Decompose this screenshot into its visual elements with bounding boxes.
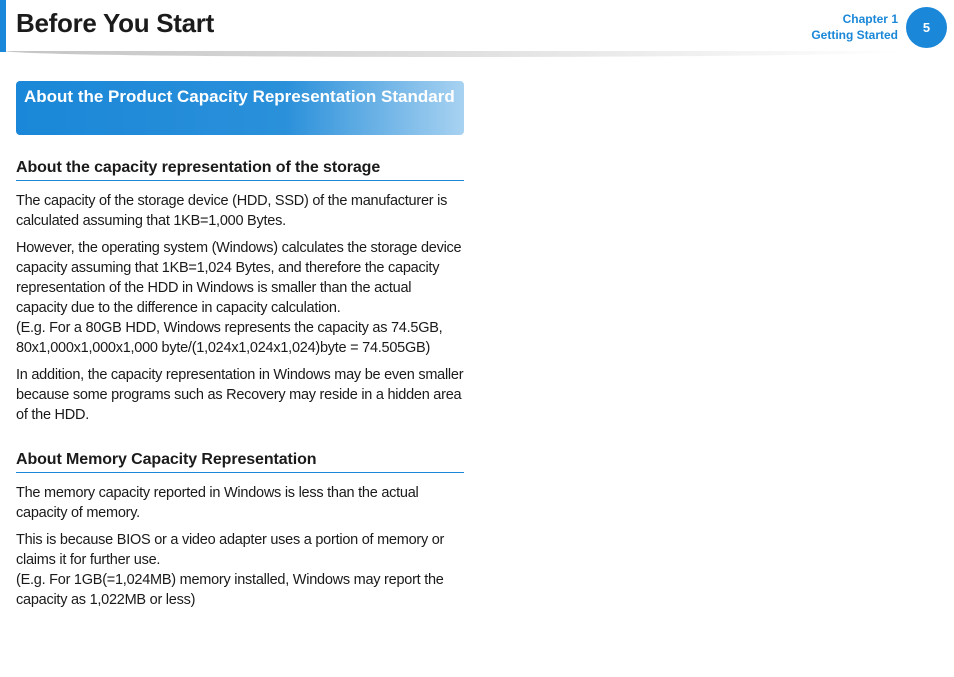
storage-example: (E.g. For a 80GB HDD, Windows represents the capacity as 74.5GB, 80x1,000x1,000x1,000 byte/(1,024x1,024x1,024)byte = 74.505GB)	[16, 320, 443, 356]
page-title: Before You Start	[16, 8, 214, 38]
content-column	[16, 81, 464, 610]
chapter-name: Getting Started	[811, 28, 898, 42]
storage-paragraph: The capacity of the storage device (HDD, SSD) of the manufacturer is calculated assuming that 1KB=1,000 Bytes.	[16, 193, 448, 229]
memory-paragraph: The memory capacity reported in Windows is less than the actual capacity of memory.	[16, 485, 419, 521]
storage-paragraph: However, the operating system (Windows) calculates the storage device capacity assuming that 1KB=1,024 Bytes, and therefore the capacity representation of the HDD in Windows is smaller than the actual capacity due to the difference in capacity calculation.	[16, 240, 462, 316]
memory-heading: About Memory Capacity Representation	[16, 451, 464, 473]
chapter-info	[811, 11, 898, 43]
chapter-label: Chapter 1	[842, 12, 898, 26]
page-number-badge: 5	[906, 7, 947, 48]
section-banner: About the Product Capacity Representation Standard	[16, 81, 464, 135]
header-accent-bar	[0, 0, 6, 52]
storage-paragraph: In addition, the capacity representation in Windows may be even smaller because some programs such as Recovery may reside in a hidden area of the HDD.	[16, 367, 464, 423]
memory-example: (E.g. For 1GB(=1,024MB) memory installed, Windows may report the capacity as 1,022MB or less)	[16, 572, 444, 608]
memory-paragraph: This is because BIOS or a video adapter uses a portion of memory or claims it for further use.	[16, 532, 445, 568]
storage-heading: About the capacity representation of the storage	[16, 159, 464, 181]
header-divider	[6, 51, 906, 57]
